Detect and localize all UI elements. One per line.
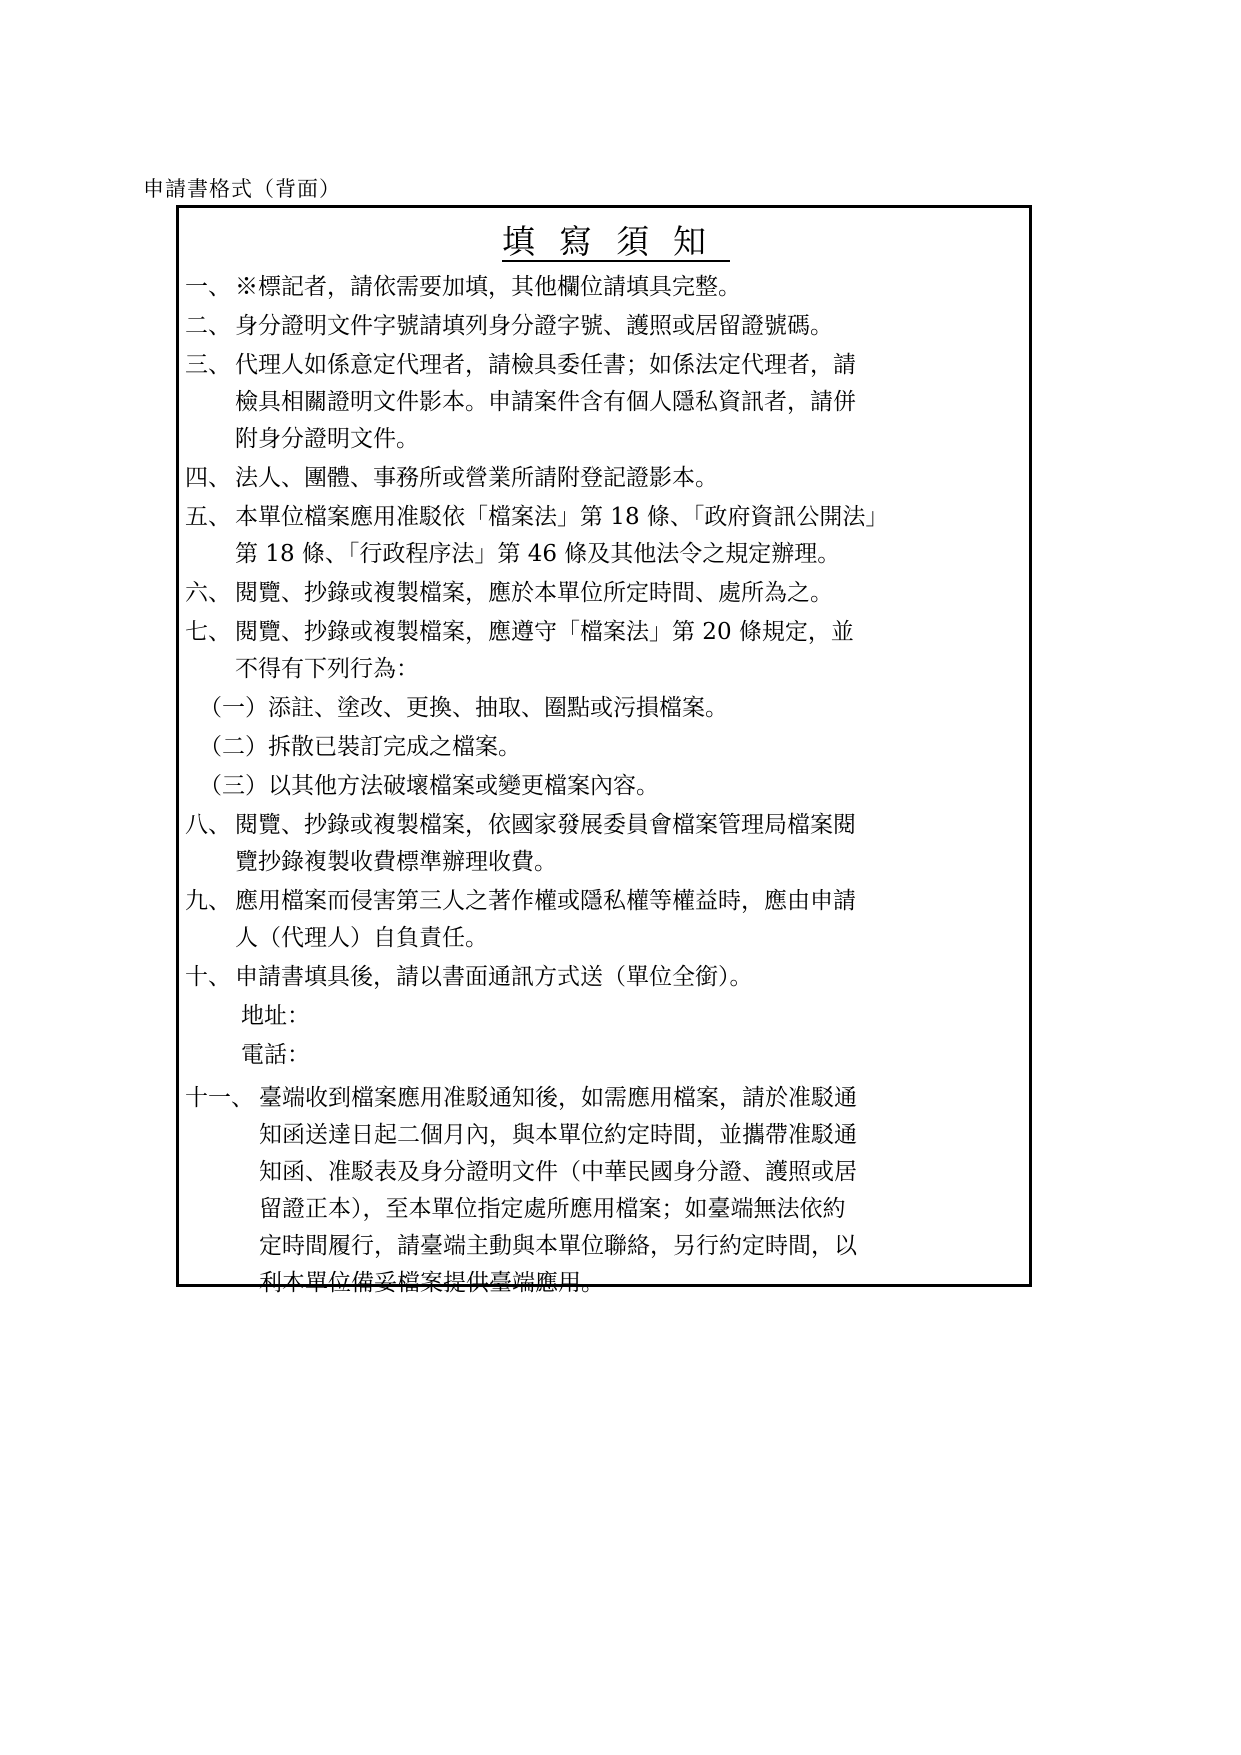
instruction-item-11: 十一、 臺端收到檔案應用准駁通知後，如需應用檔案，請於准駁通 知函送達日起二個月內，與本單位約定時間，並攜帶准駁通 知函、准駁表及身分證明文件（中華民國身分證、護照或居 留證正本），至本單位指定處所應用檔案；如臺端無法依約 定時間履行，請臺端主動與本單位聯絡，另行約定時間，以 利本單位備妥檔案提供臺端應用。: [185, 1085, 857, 1296]
instruction-item-9: 九、 應用檔案而侵害第三人之著作權或隱私權等權益時，應由申請 人（代理人）自負責任。: [185, 888, 856, 951]
address-label: 地址：: [241, 1003, 310, 1029]
instruction-item-7: 七、 閱覽、抄錄或複製檔案，應遵守「檔案法」第 20 條規定，並 不得有下列行為：: [185, 619, 854, 682]
instruction-item-5: 五、 本單位檔案應用准駁依「檔案法」第 18 條、「政府資訊公開法」 第 18 條、「行政程序法」第 46 條及其他法令之規定辦理。: [185, 504, 889, 567]
instruction-item-2: 二、 身分證明文件字號請填列身分證字號、護照或居留證號碼。: [185, 313, 833, 339]
instruction-item-6: 六、 閱覽、抄錄或複製檔案，應於本單位所定時間、處所為之。: [185, 580, 833, 606]
instruction-item-3: 三、 代理人如係意定代理者，請檢具委任書；如係法定代理者，請 檢具相關證明文件影本。申請案件含有個人隱私資訊者，請併 附身分證明文件。: [185, 352, 856, 452]
sub-item-2: （二）拆散已裝訂完成之檔案。: [199, 734, 521, 760]
instructions-title: 填寫須知: [502, 222, 730, 261]
instruction-item-1: 一、 ※標記者，請依需要加填，其他欄位請填具完整。: [185, 274, 741, 300]
instruction-item-4: 四、 法人、團體、事務所或營業所請附登記證影本。: [185, 465, 718, 491]
sub-item-3: （三）以其他方法破壞檔案或變更檔案內容。: [199, 773, 659, 799]
instruction-item-8: 八、 閱覽、抄錄或複製檔案，依國家發展委員會檔案管理局檔案閱 覽抄錄複製收費標準辦理收費。: [185, 812, 856, 875]
form-format-label: 申請書格式（背面）: [143, 177, 341, 201]
phone-label: 電話：: [241, 1042, 310, 1068]
instructions-list: [185, 269, 1027, 1304]
instruction-item-10: 十、 申請書填具後，請以書面通訊方式送（單位全銜）。: [185, 964, 753, 990]
sub-item-1: （一）添註、塗改、更換、抽取、圈點或污損檔案。: [199, 695, 728, 721]
instructions-box: [176, 205, 1032, 1296]
